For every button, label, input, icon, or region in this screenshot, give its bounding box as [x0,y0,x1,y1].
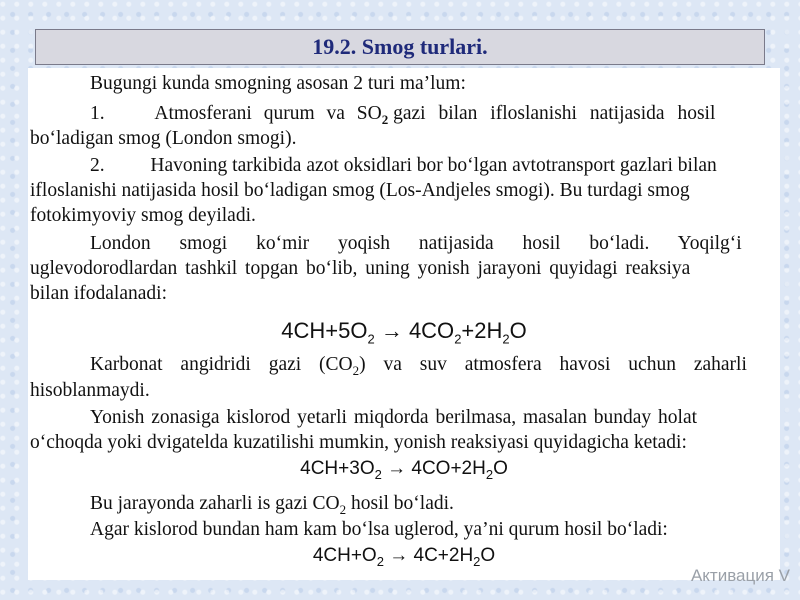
slide-title: 19.2. Smog turlari. [312,34,488,59]
paragraph-co2-line1: Karbonat angidridi gazi $(CO_2)$ va suv atmosfera havosi uchun zaharli [90,354,747,378]
list-item-2-line2: ifloslanishi natijasida hosil bo‘ladigan smog (Los-Andjeles smogi). Bu turdagi smog [30,180,690,201]
paragraph-london-line2: uglevodorodlardan tashkil topgan bo‘lib, uning yonish jarayoni quyidagi reaksiya [30,258,691,279]
equation-soot-formation: $4CH+O_2 \to 4C+2H_2O$ [312,545,496,569]
activation-watermark: Активация V [690,566,790,585]
list-number-2: 2. [90,155,105,176]
list-item-1-line2: bo‘ladigan smog (London smogi). [30,128,297,149]
list-item-2-line1: 2. Havoning tarkibida azot oksidlari bor bo‘lgan avtotransport gazlari bilan [90,155,717,176]
paragraph-london-line1: London smogi ko‘mir yoqish natijasida hosil bo‘ladi. Yoqilg‘i [90,233,742,254]
paragraph-oxygen-line1: Yonish zonasiga kislorod yetarli miqdorda berilmasa, masalan bunday holat [90,407,698,428]
list-number-1: 1. [90,103,105,124]
equation-incomplete-combustion: $4CH+3O_2 \to 4CO+2H_2O$ [300,458,508,482]
document-page [28,68,780,580]
slide-title-box [35,29,765,65]
paragraph-london-line3: bilan ifodalanadi: [30,283,167,304]
paragraph-co-gas: Bu jarayonda zaharli is gazi $CO_2$ hosil bo‘ladi. [90,493,454,517]
list-item-2-line3: fotokimyoviy smog deyiladi. [30,205,256,226]
paragraph-co2-line2: hisoblanmaydi. [30,380,150,401]
paragraph-oxygen-line2: o‘choqda yoki dvigatelda kuzatilishi mumkin, yonish reaksiyasi quyidagicha ketadi: [30,432,687,453]
paragraph-soot: Agar kislorod bundan ham kam bo‘lsa uglerod, ya’ni qurum hosil bo‘ladi: [90,519,668,540]
list-item-1-line1: 1. Atmosferani qurum va $SO_2$ gazi bilan ifloslanishi natijasida hosil [90,103,716,127]
paragraph-intro: Bugungi kunda smogning asosan 2 turi ma’lum: [90,73,466,94]
equation-complete-combustion: $4CH+5O_2 \to 4CO_2+2H_2O$ [281,318,527,347]
